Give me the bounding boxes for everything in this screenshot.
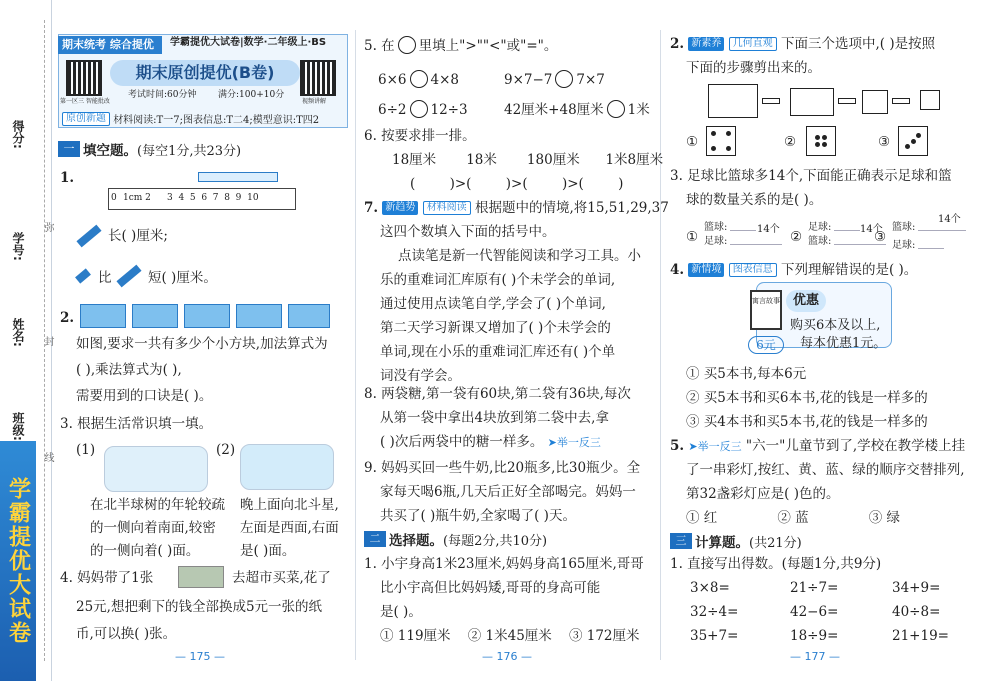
page-number: — 177 — bbox=[790, 650, 840, 663]
book-image: 寓言故事 bbox=[750, 290, 782, 330]
situation-chip: 新情境 bbox=[688, 263, 724, 277]
short-pencil-icon bbox=[75, 268, 91, 283]
ruler-label: 1cm 2 bbox=[123, 193, 151, 203]
bar-label: 足球: bbox=[892, 240, 916, 251]
option-shape bbox=[898, 126, 928, 156]
right-expr: 7×7 bbox=[576, 72, 605, 88]
choice-line: 1. 小宇身高1米23厘米,妈妈身高165厘米,哥哥 bbox=[364, 556, 644, 572]
seal-char: 封 bbox=[42, 336, 53, 346]
option-label[interactable]: ① bbox=[686, 134, 699, 150]
bar-label: 篮球: bbox=[808, 236, 832, 247]
q7-line: 乐的重难词汇库原有( )个未学会的单词, bbox=[380, 272, 616, 288]
discount-tag: 优惠 bbox=[786, 290, 826, 312]
cube-group bbox=[288, 304, 330, 328]
arrow-icon bbox=[892, 94, 916, 106]
q4-line: 4. 妈妈带了1张 bbox=[60, 570, 154, 586]
choice-line: 比小宇高但比妈妈矮,哥哥的身高可能 bbox=[380, 580, 601, 596]
question-text: 3. 根据生活常识填一填。 bbox=[60, 416, 213, 432]
banknote-image bbox=[178, 566, 224, 588]
q9-line: 9. 妈妈买回一些牛奶,比20瓶多,比30瓶少。全 bbox=[364, 460, 641, 476]
q5-text: 里填上">""<"或"="。 bbox=[418, 38, 558, 54]
bar-label: 篮球: bbox=[892, 222, 916, 233]
paper-step bbox=[708, 84, 758, 118]
choice-option[interactable]: ② 买5本书和买6本书,花的钱是一样多的 bbox=[686, 390, 928, 406]
question-text: 6. 按要求排一排。 bbox=[364, 128, 476, 144]
c5-line: 了一串彩灯,按红、黄、蓝、绿的顺序交替排列, bbox=[686, 462, 965, 478]
choice-options[interactable]: ① 红 ② 蓝 ③ 绿 bbox=[686, 510, 901, 526]
night-trees-image bbox=[240, 444, 334, 490]
cube-group bbox=[80, 304, 126, 328]
series-name: 学霸提优大试卷|数学·二年级上·BS bbox=[170, 37, 327, 48]
q3b-line: 晚上面向北斗星, bbox=[240, 497, 339, 513]
bar-label: 足球: bbox=[808, 222, 832, 233]
option-label[interactable]: ① bbox=[686, 229, 699, 245]
geometry-chip: 几何直观 bbox=[729, 37, 777, 51]
trend-chip: 新趋势 bbox=[382, 201, 418, 215]
ruler-image bbox=[108, 188, 296, 210]
innovation-text: 材料阅读:T一7;图表信息:T二4;模型意识:T四2 bbox=[113, 115, 320, 126]
section-number: 二 bbox=[364, 531, 386, 547]
option-label[interactable]: ③ bbox=[874, 229, 887, 245]
arrow-icon bbox=[762, 94, 786, 106]
price-tag: 6元 bbox=[748, 336, 784, 354]
q7-line: 点读笔是新一代智能阅读和学习工具。小 bbox=[398, 248, 641, 264]
choice-line: 是( )。 bbox=[380, 604, 422, 620]
subquestion-label: (1) bbox=[76, 442, 96, 458]
paper-step bbox=[920, 90, 940, 110]
q5-instruction bbox=[364, 36, 557, 54]
short-answer: 短( )厘米。 bbox=[148, 270, 217, 286]
compare-circle[interactable] bbox=[410, 70, 428, 88]
compare-circle[interactable] bbox=[607, 100, 625, 118]
bar-line bbox=[730, 244, 782, 245]
q8-line: ( )次后两袋中的糖一样多。 bbox=[380, 434, 544, 450]
compare-word: 比 bbox=[98, 270, 112, 286]
qr-caption: 第一区三 智能批改 bbox=[60, 98, 110, 105]
calc-item[interactable]: 21÷7= bbox=[790, 580, 839, 596]
option-label[interactable]: ③ bbox=[878, 134, 891, 150]
left-expr: 6÷2 bbox=[378, 102, 407, 118]
c3-line: 3. 足球比篮球多14个,下面能正确表示足球和篮 bbox=[670, 168, 952, 184]
section-header bbox=[670, 532, 802, 550]
right-expr: 1米 bbox=[627, 102, 650, 118]
section-number: 三 bbox=[670, 533, 692, 549]
bar-line bbox=[834, 230, 860, 231]
left-expr: 9×7−7 bbox=[504, 72, 553, 88]
column-divider bbox=[355, 30, 356, 660]
option-label[interactable]: ② bbox=[784, 134, 797, 150]
choice-options[interactable]: ① 119厘米 ② 1米45厘米 ③ 172厘米 bbox=[380, 628, 640, 644]
chart-info-chip: 图表信息 bbox=[729, 263, 777, 277]
left-expr: 6×6 bbox=[378, 72, 407, 88]
q3b-line: 左面是西面,右面 bbox=[240, 520, 339, 536]
calc-item[interactable]: 42−6= bbox=[790, 604, 839, 620]
compare-item bbox=[378, 70, 459, 88]
option-label[interactable]: ② bbox=[790, 229, 803, 245]
material-chip: 材料阅读 bbox=[423, 201, 471, 215]
calc-item[interactable]: 35+7= bbox=[690, 628, 739, 644]
option-shape bbox=[806, 126, 836, 156]
bar-label: 篮球: bbox=[704, 222, 728, 233]
q8-line: 8. 两袋糖,第一袋有60块,第二袋有36块,每次 bbox=[364, 386, 631, 402]
bar-value: 14个 bbox=[860, 224, 883, 235]
section-number: 一 bbox=[58, 141, 80, 157]
ruler-label: 3 4 5 6 7 8 9 10 bbox=[167, 193, 259, 203]
q4-line: 币,可以换( )张。 bbox=[76, 626, 177, 642]
q3a-line: 的一侧向着( )面。 bbox=[90, 543, 200, 559]
question-number: 7. bbox=[364, 200, 379, 216]
bar-line bbox=[730, 230, 756, 231]
paper-step bbox=[862, 90, 888, 114]
page-number: — 176 — bbox=[482, 650, 532, 663]
exam-title: 期末原创提优(B卷) bbox=[110, 60, 300, 86]
calc-item[interactable]: 34+9= bbox=[892, 580, 941, 596]
pencil-long bbox=[198, 172, 278, 182]
long-answer: 长( )厘米; bbox=[108, 228, 168, 244]
choice-option[interactable]: ③ 买4本书和买5本书,花的钱是一样多的 bbox=[686, 414, 928, 430]
extend-tag[interactable]: 举一反三 bbox=[697, 440, 742, 453]
c5-line: 第32盏彩灯应是( )色的。 bbox=[686, 486, 840, 502]
q9-line: 家每天喝6瓶,几天后正好全部喝完。妈妈一 bbox=[380, 484, 636, 500]
compare-circle[interactable] bbox=[555, 70, 573, 88]
section-title: 选择题。 bbox=[389, 533, 443, 549]
calc-item[interactable]: 21+19= bbox=[892, 628, 949, 644]
right-expr: 12÷3 bbox=[430, 102, 468, 118]
subsection-title: 1. 直接写出得数。(每题1分,共9分) bbox=[670, 556, 882, 572]
compare-circle[interactable] bbox=[398, 36, 416, 54]
c3-line: 球的数量关系的是( )。 bbox=[686, 192, 823, 208]
bar-value: 14个 bbox=[938, 214, 961, 225]
question-number: 5. bbox=[670, 438, 685, 454]
q3b-line: 是( )面。 bbox=[240, 543, 296, 559]
calc-item[interactable]: 3×8= bbox=[690, 580, 730, 596]
paper-step bbox=[790, 88, 834, 116]
length-items: 18厘米 18米 180厘米 1米8厘米 bbox=[392, 152, 664, 168]
calc-item[interactable]: 32÷4= bbox=[690, 604, 739, 620]
binding-strip bbox=[0, 0, 52, 681]
section-note: (每题2分,共10分) bbox=[443, 533, 548, 549]
q2-line: 需要用到的口诀是( )。 bbox=[76, 388, 213, 404]
promo-line: 每本优惠1元。 bbox=[800, 336, 887, 351]
q3a-line: 的一侧向着南面,较密 bbox=[90, 520, 216, 536]
option-shape bbox=[706, 126, 736, 156]
bar-label: 足球: bbox=[704, 236, 728, 247]
promo-line: 购买6本及以上, bbox=[790, 318, 881, 333]
arrow-icon bbox=[838, 94, 862, 106]
compare-item bbox=[504, 100, 650, 118]
c4-line: 下列理解错误的是( )。 bbox=[780, 262, 918, 278]
q3a-line: 在北半球树的年轮较疏 bbox=[90, 497, 225, 513]
seal-char: 弥 bbox=[42, 222, 53, 232]
c2-line: 下面三个选项中,( )是按照 bbox=[780, 36, 936, 52]
score-label: 得分: bbox=[11, 120, 25, 149]
q7-line: 根据题中的情境,将15,51,29,37 bbox=[474, 200, 669, 216]
question-number: 2. bbox=[60, 310, 75, 326]
c2-line: 下面的步骤剪出来的。 bbox=[686, 60, 821, 76]
bar-value: 14个 bbox=[757, 224, 780, 235]
seal-char: 线 bbox=[42, 452, 53, 462]
compare-item bbox=[504, 70, 605, 88]
brand-banner: 学霸提优大试卷 bbox=[0, 441, 36, 681]
section-title: 计算题。 bbox=[695, 535, 749, 551]
q7-line: 单词,现在小乐的重难词汇库还有( )个单 bbox=[380, 344, 616, 360]
q4-line: 去超市买菜,花了 bbox=[232, 570, 331, 586]
bar-line bbox=[918, 230, 966, 231]
pencil-icon bbox=[76, 225, 101, 248]
section-title: 填空题。 bbox=[83, 143, 137, 159]
pencil-icon bbox=[116, 265, 141, 288]
question-number: 1. bbox=[60, 170, 75, 186]
class-label: 班级: bbox=[11, 412, 25, 441]
right-expr: 4×8 bbox=[430, 72, 459, 88]
cube-group bbox=[236, 304, 282, 328]
compare-item bbox=[378, 100, 468, 118]
c5-line: "六一"儿童节到了,学校在教学楼上挂 bbox=[745, 438, 966, 454]
q7-line: 词没有学会。 bbox=[380, 368, 461, 384]
calc-item[interactable]: 40÷8= bbox=[892, 604, 941, 620]
cube-group bbox=[184, 304, 230, 328]
q4-line: 25元,想把剩下的钱全部换成5元一张的纸 bbox=[76, 599, 323, 615]
section-note: (共21分) bbox=[749, 535, 802, 551]
literacy-chip: 新素养 bbox=[688, 37, 724, 51]
exam-time: 考试时间:60分钟 bbox=[128, 90, 197, 100]
order-blanks[interactable]: ( )>( )>( )>( ) bbox=[410, 176, 624, 192]
subquestion-label: (2) bbox=[216, 442, 236, 458]
left-expr: 42厘米+48厘米 bbox=[504, 102, 604, 118]
column-divider bbox=[660, 30, 661, 660]
question-number: 4. bbox=[670, 262, 685, 278]
innovation-chip: 原创新题 bbox=[62, 112, 110, 126]
bar-line bbox=[918, 248, 944, 249]
compare-circle[interactable] bbox=[410, 100, 428, 118]
extend-tag[interactable]: 举一反三 bbox=[556, 436, 601, 449]
tree-stump-image bbox=[104, 446, 208, 492]
q9-line: 共买了( )瓶牛奶,全家喝了( )天。 bbox=[380, 508, 576, 524]
q7-line: 通过使用点读笔自学,学会了( )个单词, bbox=[380, 296, 606, 312]
choice-option[interactable]: ① 买5本书,每本6元 bbox=[686, 366, 807, 382]
q5-text: 5. 在 bbox=[364, 38, 395, 54]
ruler-label: 0 bbox=[111, 193, 117, 203]
section-header bbox=[364, 530, 547, 548]
section-header bbox=[58, 140, 241, 158]
qr-code[interactable] bbox=[300, 60, 336, 96]
cube-group bbox=[132, 304, 178, 328]
q7-line: 这四个数填入下面的括号中。 bbox=[380, 224, 556, 240]
exam-score: 满分:100+10分 bbox=[218, 90, 285, 100]
qr-code[interactable] bbox=[66, 60, 102, 96]
section-note: (每空1分,共23分) bbox=[137, 143, 242, 159]
q7-line: 第二天学习新课又增加了( )个未学会的 bbox=[380, 320, 611, 336]
q2-line: 如图,要求一共有多少个小方块,加法算式为 bbox=[76, 336, 328, 352]
q2-line: ( ),乘法算式为( ), bbox=[76, 362, 182, 378]
name-label: 姓名: bbox=[11, 318, 25, 347]
calc-item[interactable]: 18÷9= bbox=[790, 628, 839, 644]
question-number: 2. bbox=[670, 36, 685, 52]
student-id-label: 学号: bbox=[11, 232, 25, 261]
q8-line: 从第一袋中拿出4块放到第二袋中去,拿 bbox=[380, 410, 609, 426]
qr-caption: 视频讲解 bbox=[302, 98, 327, 105]
page-number: — 175 — bbox=[175, 650, 225, 663]
header-tag: 期末统考 综合提优 bbox=[58, 36, 162, 54]
